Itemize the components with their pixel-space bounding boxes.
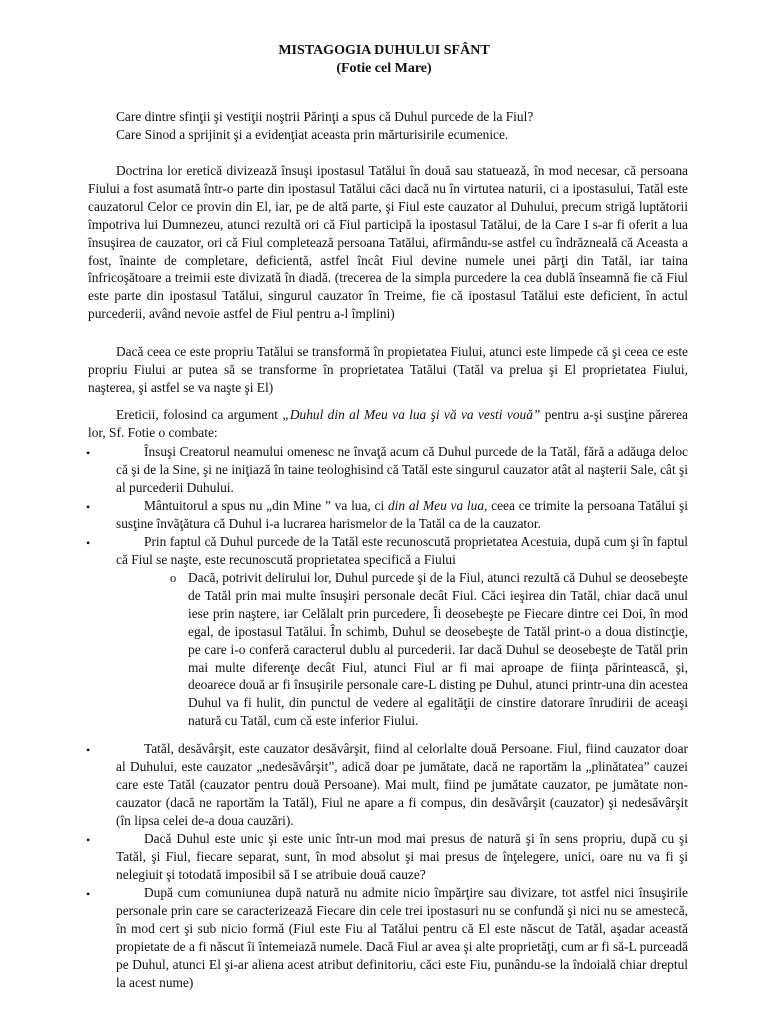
bullet-item-3-text: Prin faptul că Duhul purcede de la Tatăl este recunoscută proprietatea Acestuia, după cum şi în faptul că Fiul se naşte, este recunoscută proprietatea specifică a Fiului xyxy=(116,534,688,567)
paragraph-3-text-b: pentru a-şi susţine părerea lor, Sf. Fotie o combate: xyxy=(88,407,688,440)
bullet-item-4-text: Tatăl, desăvârşit, este cauzator desăvârşit, fiind al celorlalte două Persoane. Fiul, fiind cauzator doar al Duhului, este cauzator „nedesăvârşit”, adică doar pe jumătate, dacă ne raportăm la „plinătatea” cauzei care este Tatăl (cauzator pentru două Persoane). Mai mult, fiind pe jumătate cauzator, pe jumătate non-cauzator (dacă ne raportăm la Tatăl), Fiul ne apare a fi compus, din desăvârşit (cauzator) şi nedesăvârşit (în lipsa celei de-a doua cauzări). xyxy=(116,741,688,828)
bullet-item-2 xyxy=(116,497,688,533)
paragraph-3 xyxy=(88,406,688,442)
paragraph-3-quote: „Duhul din al Meu va lua şi vă va vesti vouă” xyxy=(282,407,541,422)
bullet-marker: • xyxy=(86,446,91,460)
bullet-item-6-text: După cum comuniunea după natură nu admite nicio împărţire sau divizare, tot astfel nici însuşirile personale prin care se caracterizează Fiecare din cele trei ipostasuri nu se confundă şi nici nu se amestecă, în mod cert şi sub nicio formă (Fiul este Fiu al Tatălui pentru că El este născut de Tatăl, aşadar această propietate de a fi născut îi întemeiază numele. Dacă Fiul ar avea şi alte proprietăţi, cum ar fi să-L purceadă pe Duhul, atunci El şi-ar aliena acest atribut definitoriu, căci este Fiu, punându-se la îndoială chiar dreptul la acest nume) xyxy=(116,885,688,990)
paragraph-2-text: Dacă ceea ce este propriu Tatălui se transformă în propietatea Fiului, atunci este limpede că şi ceea ce este propriu Fiului ar putea să se transforme în proprietatea Tatălui (Tatăl va prelua şi El proprietatea Fiului, naşterea, şi astfel se va naşte şi El) xyxy=(88,344,688,395)
bullet-marker: • xyxy=(86,536,91,550)
bullet-item-1 xyxy=(116,443,688,497)
bullet-marker: • xyxy=(86,500,91,514)
bullet-marker: • xyxy=(86,833,91,847)
bullet-item-2-text-b: ceea ce trimite la persoana Tatălui şi susţine învăţătura că Duhul i-a lucrarea harismelor de la Tatăl ca de la cauzator. xyxy=(116,498,688,531)
paragraph-1-text: Doctrina lor eretică divizează însuşi ipostasul Tatălui în două sau statuează, în mod necesar, că persoana Fiului a fost asumată într-o parte din ipostasul Tatălui căci dacă nu în virtutea naturii, ci a ipostasului, Tatăl este cauzatorul Celor ce provin din El, iar, pe de altă parte, şi Fiul este cauzator al Duhului, precum strigă luptătorii împotriva lui Dumnezeu, atunci rezultă ori că Fiul participă la ipostasul Tatălui, de la Care I s-ar fi oferit a lua însuşirea de cauzator, ori că Fiul completează persoana Tatălui, afirmându-se astfel cu îndrăzneală că Aceasta a fost, înainte de completare, deficientă, astfel încât Fiul devine numele unei părţi din Tatăl, iar taina înfricoşătoare a treimii este divizată în diadă. (trecerea de la simpla purcedere la cea dublă înseamnă fie că Fiul este parte din ipostasul Tatălui, singurul cauzator în Treime, fie că ipostasul Tatălui este deficient, în actul purcederii, având nevoie astfel de Fiul pentru a-l împlini) xyxy=(88,163,688,322)
bullet-item-3 xyxy=(116,533,688,569)
paragraph-2 xyxy=(88,343,688,397)
document-subtitle: (Fotie cel Mare) xyxy=(336,61,432,76)
bullet-item-2-italic: din al Meu va lua, xyxy=(387,498,488,513)
question-2: Care Sinod a sprijinit şi a evidenţiat aceasta prin mărturisirile ecumenice. xyxy=(116,127,509,142)
bullet-item-2-text-a: Mântuitorul a spus nu „din Mine ” va lua, ci xyxy=(144,498,388,513)
sub-bullet-marker: o xyxy=(170,571,177,585)
bullet-marker: • xyxy=(86,887,91,901)
bullet-item-5 xyxy=(116,830,688,884)
question-1: Care dintre sfinţii şi vestiţii noştrii Părinţi a spus că Duhul purcede de la Fiul? xyxy=(116,109,534,124)
paragraph-3-text-a: Ereticii, folosind ca argument xyxy=(116,407,283,422)
bullet-item-1-text: Însuşi Creatorul neamului omenesc ne învaţă acum că Duhul purcede de la Tatăl, fără a adăuga deloc că şi de la Sine, şi ne iniţiază în taine teologhisind că Tatăl este singurul cauzator atât al naşterii Sale, cât şi al purcederii Duhului. xyxy=(116,444,688,495)
bullet-marker: • xyxy=(86,743,91,757)
bullet-item-5-text: Dacă Duhul este unic şi este unic într-un mod mai presus de natură şi în sens propriu, după cu şi Tatăl, şi Fiul, fiecare separat, sunt, în mod absolut şi mai presus de înţelegere, unici, oare nu va fi şi nelegiuit şi totodată imposibil să I se atribuie două cauze? xyxy=(116,831,688,882)
bullet-item-4 xyxy=(116,740,688,830)
paragraph-1 xyxy=(88,162,688,323)
bullet-item-6 xyxy=(116,884,688,991)
sub-bullet-item-1: Dacă, potrivit delirului lor, Duhul purcede şi de la Fiul, atunci rezultă că Duhul se deosebeşte de Tatăl prin mai multe însuşiri personale decât Fiul. Căci ieşirea din Tatăl, chiar dacă unul iese prin naştere, iar Celălalt prin purcedere, Îi deosebeşte pe Fiecare dintre cei Doi, în mod egal, de ipostasul Tatălui. În schimb, Duhul se deosebeşte de Tatăl print-o a doua distincţie, pe care i-o conferă caracterul dublu al purcederii. Iar dacă Duhul se deosebeşte de Tatăl prin mai multe diferenţe decât Fiul, atunci Fiul ar fi mai aproape de fiinţa părintească, şi, deoarece două ar fi însuşirile personale care-L disting pe Duhul, atunci printr-una din acestea Duhul va fi hulit, din punctul de vedere al egalităţii de cinstire datorare înrudirii de aceaşi natură cu Tatăl, cum că este inferior Fiului. xyxy=(188,570,688,729)
document-title: MISTAGOGIA DUHULUI SFÂNT xyxy=(278,43,490,58)
